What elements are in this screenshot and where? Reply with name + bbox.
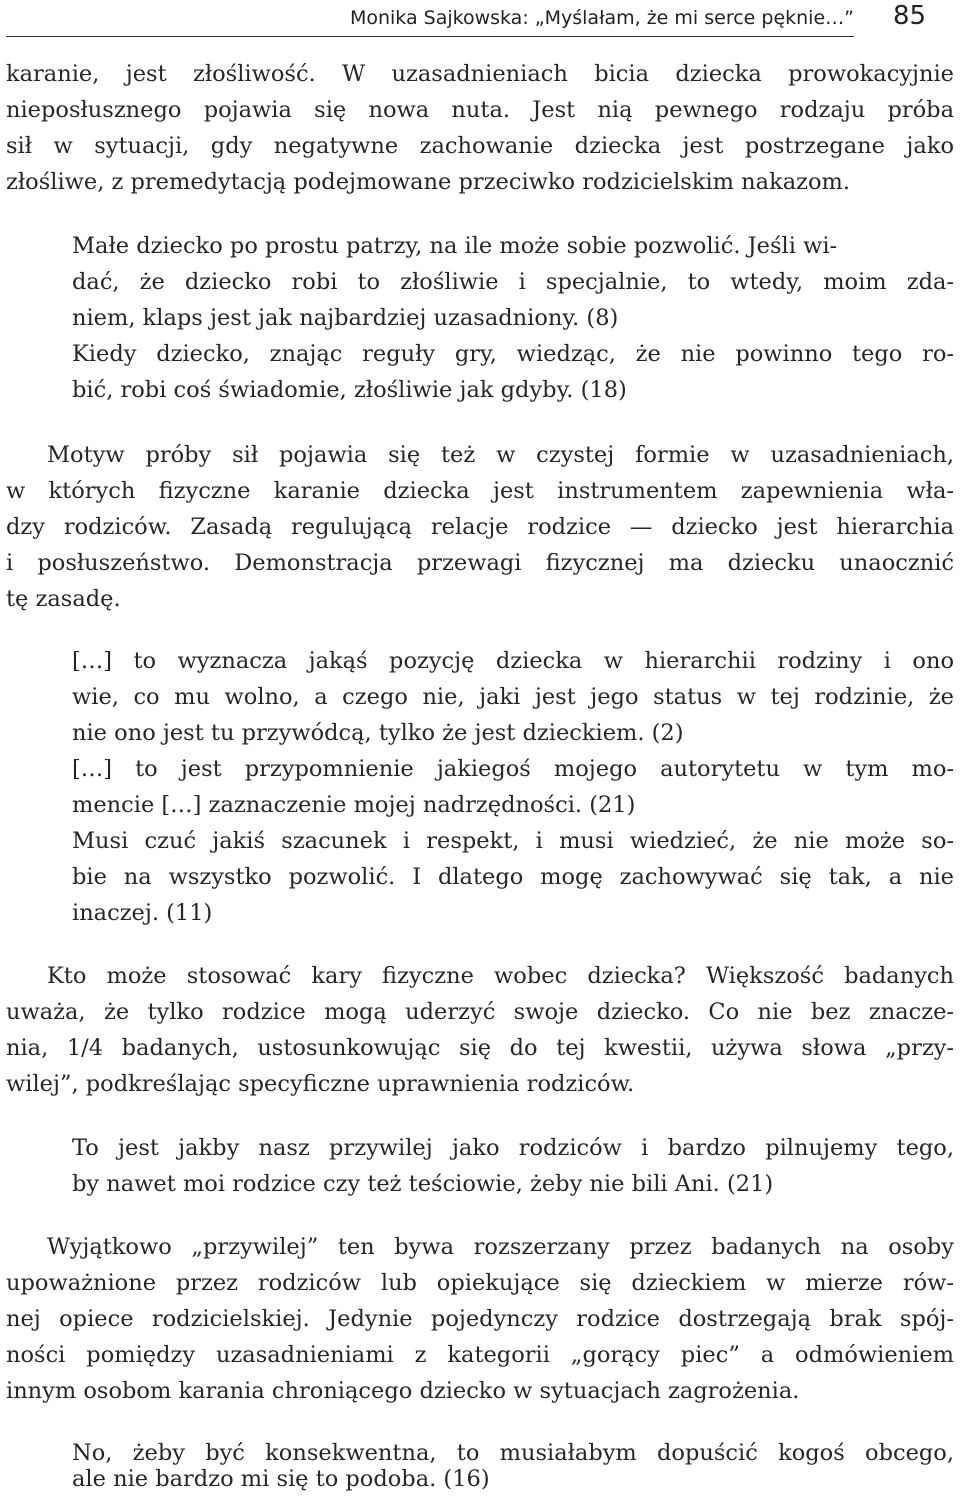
text-line: nieposłusznego pojawia się nowa nuta. Jest nią pewnego rodzaju próba bbox=[6, 97, 954, 123]
text-line: złośliwe, z premedytacją podejmowane przeciwko rodzicielskim nakazom. bbox=[6, 169, 851, 195]
quote-line: inaczej. (11) bbox=[72, 900, 213, 926]
text-line: wilej”, podkreślając specyficzne uprawnienia rodziców. bbox=[6, 1071, 635, 1097]
quote-line: mencie […] zaznaczenie mojej nadrzędności. (21) bbox=[72, 792, 636, 818]
text-line: Wyjątkowo „przywilej” ten bywa rozszerzany przez badanych na osoby bbox=[47, 1234, 954, 1260]
text-line: dzy rodziców. Zasadą regulującą relacje rodzice — dziecko jest hierarchia bbox=[6, 514, 954, 540]
quote-line: […] to wyznacza jakąś pozycję dziecka w hierarchii rodziny i ono bbox=[72, 648, 954, 674]
text-line: upoważnione przez rodziców lub opiekujące się dzieckiem w mierze rów- bbox=[6, 1270, 954, 1296]
text-line: sił w sytuacji, gdy negatywne zachowanie dziecka jest postrzegane jako bbox=[6, 133, 954, 159]
text-line: innym osobom karania chroniącego dziecko w sytuacjach zagrożenia. bbox=[6, 1378, 800, 1404]
quote-line: Małe dziecko po prostu patrzy, na ile może sobie pozwolić. Jeśli wi- bbox=[72, 233, 838, 259]
text-line: Motyw próby sił pojawia się też w czystej formie w uzasadnieniach, bbox=[47, 442, 954, 468]
text-line: w których fizyczne karanie dziecka jest instrumentem zapewnienia wła- bbox=[6, 478, 954, 504]
text-line: karanie, jest złośliwość. W uzasadnieniach bicia dziecka prowokacyjnie bbox=[6, 61, 954, 87]
text-line: ności pomiędzy uzasadnieniami z kategorii „gorący piec” a odmówieniem bbox=[6, 1342, 954, 1368]
quote-line: Kiedy dziecko, znając reguły gry, wiedząc, że nie powinno tego ro- bbox=[72, 341, 954, 367]
quote-line: Musi czuć jakiś szacunek i respekt, i musi wiedzieć, że nie może so- bbox=[72, 828, 954, 854]
text-line: nej opiece rodzicielskiej. Jedynie pojedynczy rodzice dostrzegają brak spój- bbox=[6, 1306, 954, 1332]
text-line: nia, 1/4 badanych, ustosunkowując się do tej kwestii, używa słowa „przy- bbox=[6, 1035, 954, 1061]
text-line: tę zasadę. bbox=[6, 586, 121, 612]
quote-line: dać, że dziecko robi to złośliwie i specjalnie, to wtedy, moim zda- bbox=[72, 269, 954, 295]
quote-line: No, żeby być konsekwentna, to musiałabym dopuścić kogoś obcego, bbox=[72, 1440, 954, 1466]
quote-line: by nawet moi rodzice czy też teściowie, żeby nie bili Ani. (21) bbox=[72, 1171, 774, 1197]
quote-line: wie, co mu wolno, a czego nie, jaki jest jego status w tej rodzinie, że bbox=[72, 684, 954, 710]
quote-line: bie na wszystko pozwolić. I dlatego mogę zachowywać się tak, a nie bbox=[72, 864, 954, 890]
quote-line: To jest jakby nasz przywilej jako rodziców i bardzo pilnujemy tego, bbox=[72, 1135, 954, 1161]
running-header bbox=[6, 0, 854, 37]
quote-line: niem, klaps jest jak najbardziej uzasadniony. (8) bbox=[72, 305, 619, 331]
text-line: Kto może stosować kary fizyczne wobec dziecka? Większość badanych bbox=[47, 963, 954, 989]
quote-line: […] to jest przypomnienie jakiegoś mojego autorytetu w tym mo- bbox=[72, 756, 954, 782]
text-line: i posłuszeństwo. Demonstracja przewagi fizycznej ma dziecku unaocznić bbox=[6, 550, 954, 576]
text-line: uważa, że tylko rodzice mogą uderzyć swoje dziecko. Co nie bez znacze- bbox=[6, 999, 954, 1025]
quote-line: bić, robi coś świadomie, złośliwie jak gdyby. (18) bbox=[72, 377, 627, 403]
quote-line: nie ono jest tu przywódcą, tylko że jest dzieckiem. (2) bbox=[72, 720, 684, 746]
quote-line: ale nie bardzo mi się to podoba. (16) bbox=[72, 1466, 490, 1492]
page-number: 85 bbox=[893, 1, 927, 31]
running-title: Monika Sajkowska: „Myślałam, że mi serce pęknie…” bbox=[349, 7, 854, 29]
